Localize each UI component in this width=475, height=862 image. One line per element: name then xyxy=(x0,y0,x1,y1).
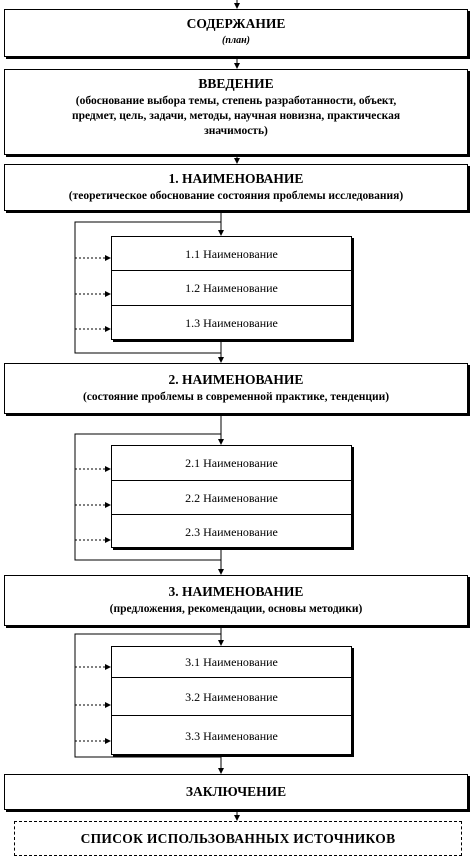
list-item: 3.2 Наименование xyxy=(112,678,351,716)
intro-line-3: значимость) xyxy=(204,125,268,137)
chapter-1-desc: (теоретическое обоснование состояния проблемы исследования) xyxy=(68,190,404,202)
contents-subtitle: (план) xyxy=(222,35,250,46)
list-item: 3.3 Наименование xyxy=(185,728,278,743)
list-item: 1.1 Наименование xyxy=(112,237,351,271)
chapter-2-title: 2. НАИМЕНОВАНИЕ xyxy=(168,372,304,387)
chapter-1-title: 1. НАИМЕНОВАНИЕ xyxy=(168,171,304,186)
intro-title: ВВЕДЕНИЕ xyxy=(198,76,274,91)
intro-box xyxy=(4,69,468,155)
list-item: 3.1 Наименование xyxy=(112,647,351,678)
intro-line-1: (обоснование выбора темы, степень разработанности, объект, xyxy=(75,95,397,107)
chapter-3-title: 3. НАИМЕНОВАНИЕ xyxy=(168,584,304,599)
list-item: 2.2 Наименование xyxy=(112,481,351,515)
chapter-2-items xyxy=(111,445,352,548)
chapter-1-box xyxy=(4,164,468,211)
list-item: 2.1 Наименование xyxy=(112,446,351,481)
intro-line-2: предмет, цель, задачи, методы, научная новизна, практическая xyxy=(71,110,401,122)
list-item: 1.2 Наименование xyxy=(112,271,351,306)
list-item: 2.3 Наименование xyxy=(185,524,278,539)
conclusion-box xyxy=(4,774,468,810)
chapter-1-items xyxy=(111,236,352,340)
chapter-3-box xyxy=(4,575,468,626)
conclusion-title: ЗАКЛЮЧЕНИЕ xyxy=(185,784,287,799)
contents-box xyxy=(4,9,468,57)
chapter-2-box xyxy=(4,363,468,414)
sources-box xyxy=(14,821,462,856)
chapter-2-desc: (состояние проблемы в современной практике, тенденции) xyxy=(82,391,390,403)
contents-title: СОДЕРЖАНИЕ xyxy=(186,16,286,31)
list-item: 1.3 Наименование xyxy=(185,316,278,330)
chapter-3-desc: (предложения, рекомендации, основы методики) xyxy=(109,603,363,615)
chapter-3-items xyxy=(111,646,352,755)
sources-title: СПИСОК ИСПОЛЬЗОВАННЫХ ИСТОЧНИКОВ xyxy=(80,830,396,846)
